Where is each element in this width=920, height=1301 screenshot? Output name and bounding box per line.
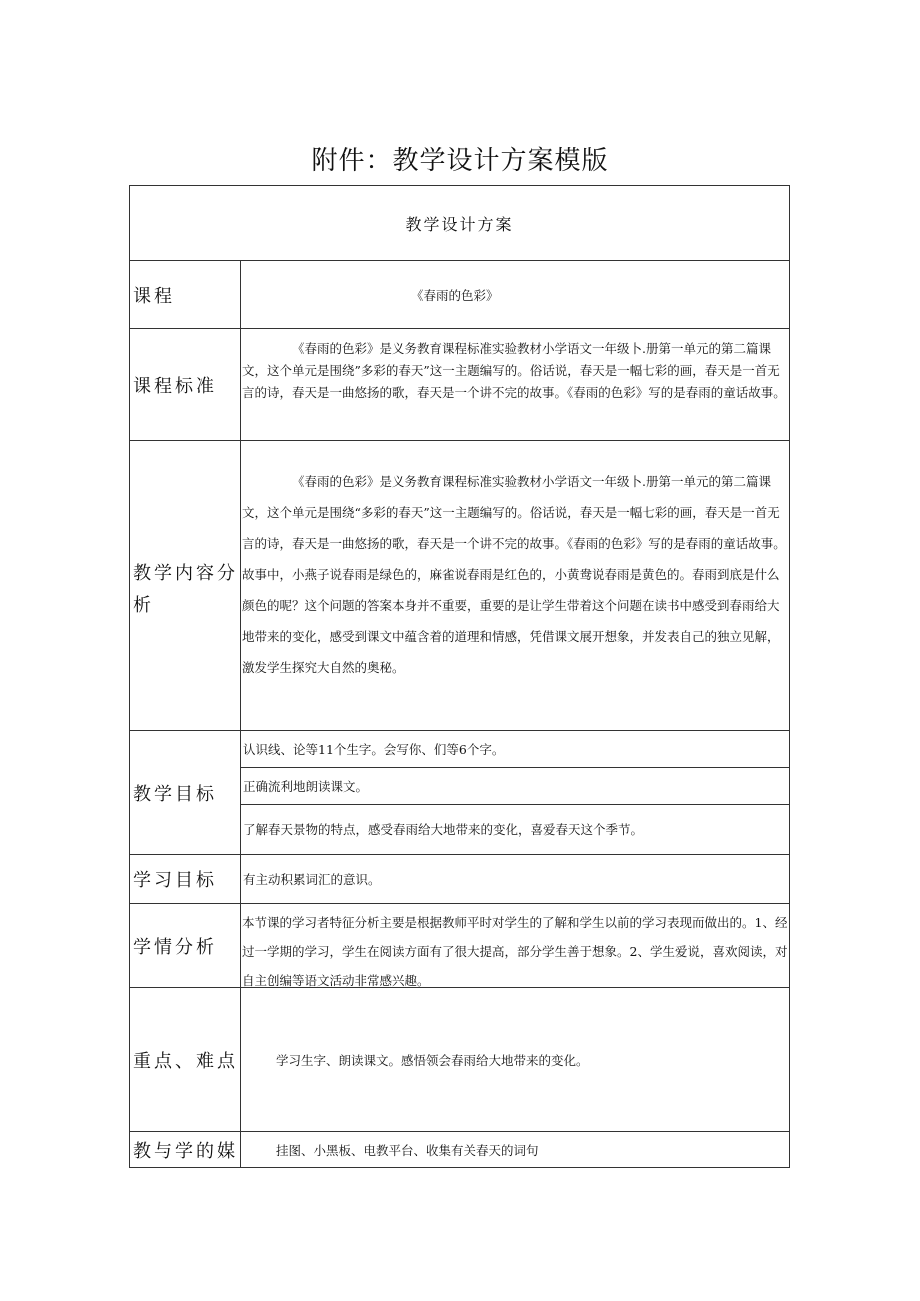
document-title: 附件：教学设计方案模版 [311, 146, 609, 176]
teaching-goals-list [241, 731, 789, 854]
learning-goals-label: 学习目标 [130, 855, 241, 903]
content-analysis-label: 教学内容分析 [130, 441, 241, 730]
learning-goals-text: 有主动积累词汇的意识。 [243, 872, 381, 887]
content-analysis-text: 《春雨的色彩》是义务教育课程标准实验教材小学语文一年级卜.册第一单元的第二篇课文，这个单元是围绕“多彩的春天”这一主题编写的。俗话说，春天是一幅七彩的画，春天是一首无言的诗，春天是一曲悠扬的歌，春天是一个讲不完的故事。《春雨的色彩》写的是春雨的童话故事。故事中，小燕子说春雨是绿色的，麻雀说春雨是红色的，小黄鸯说春雨是黄色的。春雨到底是什么颜色的呢？这个问题的答案本身并不重要，重要的是让学生带着这个问题在读书中感受到春雨给大地带来的变化，感受到课文中蕴含着的道理和情感，凭借课文展开想象，并发表自己的独立见解，激发学生探究大自然的奥秘。 [242, 474, 786, 675]
course-value: 《春雨的色彩》 [411, 287, 499, 303]
course-label: 课程 [130, 261, 241, 328]
curriculum-standard-label: 课程标准 [130, 329, 241, 440]
teaching-goal-item: 了解春天景物的特点，感受春雨给大地带来的变化，喜爱春天这个季节。 [241, 804, 789, 853]
teaching-goal-item: 正确流利地朗读课文。 [241, 767, 789, 804]
learner-analysis-row [129, 903, 790, 987]
teaching-goals-label: 教学目标 [130, 731, 241, 854]
learning-goals-row [129, 854, 790, 903]
learner-analysis-text: 本节课的学习者特征分析主要是根据教师平时对学生的了解和学生以前的学习表现而做出的。1、经过一学期的学习，学生在阅读方面有了很大提高，部分学生善于想象。2、学生爱说，喜欢阅读，对自主创编等语文活动非常感兴趣。 [242, 915, 788, 988]
curriculum-standard-row [129, 328, 790, 440]
teaching-goal-item: 认识线、论等11个生字。会写你、们等6个字。 [243, 742, 505, 757]
table-header-row [129, 185, 790, 260]
curriculum-standard-text: 《春雨的色彩》是义务教育课程标准实验教材小学语文一年级卜.册第一单元的第二篇课文，这个单元是围绕”多彩的春天”这一主题编写的。俗话说，春天是一幅七彩的画，春天是一首无言的诗，春天是一曲悠扬的歌，春天是一个讲不完的故事。《春雨的色彩》写的是春雨的童话故事。 [242, 341, 786, 400]
key-points-row [129, 987, 790, 1131]
teaching-goals-row [129, 730, 790, 854]
course-row [129, 260, 790, 328]
lesson-plan-table [129, 185, 790, 1168]
key-points-text: 学习生字、朗读课文。感悟领会春雨给大地带来的变化。 [276, 1052, 589, 1068]
key-points-label: 重点、难点 [130, 988, 241, 1131]
table-header: 教学设计方案 [405, 214, 514, 234]
media-label: 教与学的媒 [130, 1132, 241, 1167]
media-row [129, 1131, 790, 1168]
learner-analysis-label: 学情分析 [130, 904, 241, 987]
content-analysis-row [129, 440, 790, 730]
media-text: 挂图、小黑板、电教平台、收集有关春天的词句 [276, 1142, 539, 1158]
